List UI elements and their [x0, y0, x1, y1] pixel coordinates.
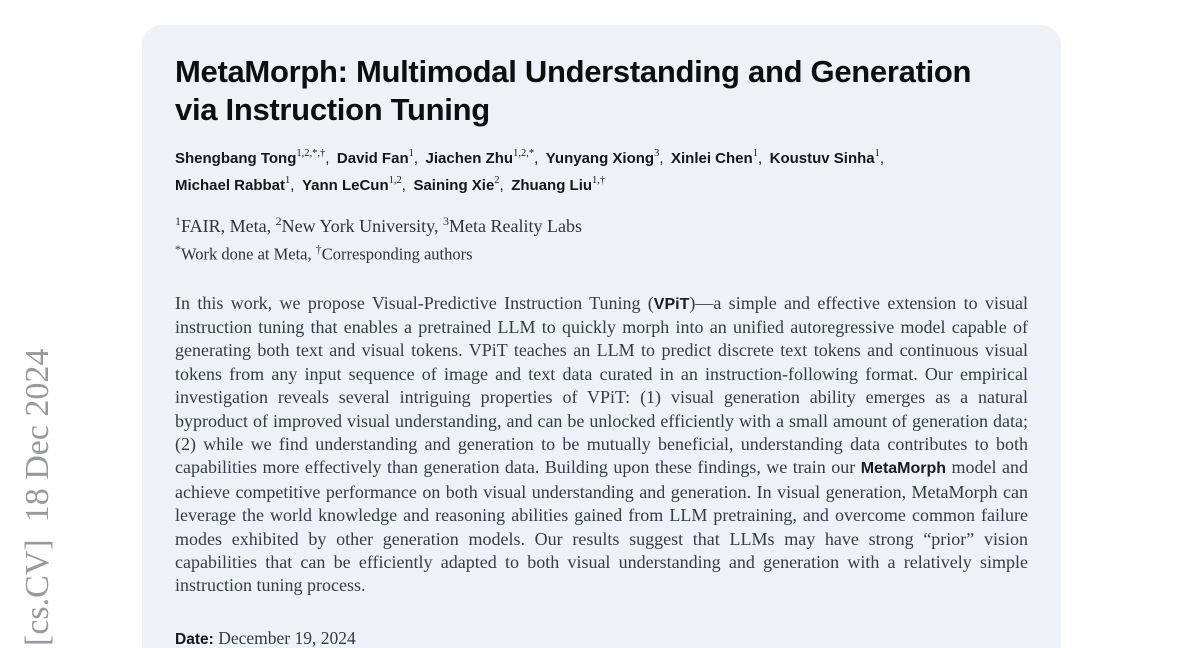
text-run: FAIR, Meta,: [181, 216, 276, 236]
paper-abstract-card: [142, 25, 1061, 648]
text-run: ,: [325, 150, 337, 167]
paper-title: MetaMorph: Multimodal Understanding and Generation via Instruction Tuning: [175, 54, 972, 127]
bold-text: Zhuang Liu: [511, 177, 593, 194]
text-run: )—a simple and effective extension to visual instruction tuning that enables a pretrained LLM to quickly morph into an unified autoregressive model capable of generating both text and visual tokens. VPiT teaches an LLM to predict discrete text tokens and continuous visual tokens from any input sequence of image and text data curated in an instruction-following format. Our empirical investigation reveals several intriguing properties of VPiT: (1) visual generation ability emerges as a natural byproduct of improved visual understanding, and can be unlocked efficiently with a small amount of generation data; (2) while we find understanding and generation to be mutually beneficial, understanding data contributes to both capabilities more effectively than generation data. Building upon these findings, we train our: [175, 292, 1028, 478]
bold-text: Saining Xie: [413, 177, 495, 194]
bold-text: Xinlei Chen: [671, 150, 753, 167]
superscript: 1: [752, 148, 758, 159]
superscript: *: [175, 242, 181, 256]
superscript: 1: [285, 175, 291, 186]
text-run: In this work, we propose Visual-Predictive Instruction Tuning (: [175, 292, 654, 313]
arxiv-sidebar-stamp: [cs.CV] 18 Dec 2024: [19, 348, 56, 646]
bold-text: VPiT: [653, 295, 690, 313]
text-run: Meta Reality Labs: [449, 216, 582, 236]
superscript: 1,†: [592, 175, 606, 186]
superscript: 3: [443, 214, 450, 228]
superscript: 3: [654, 148, 660, 159]
superscript: †: [315, 242, 322, 256]
author-list: [175, 143, 1028, 197]
bold-text: Koustuv Sinha: [769, 150, 875, 167]
date-value: [218, 628, 356, 648]
text-run: New York University,: [281, 216, 444, 236]
superscript: 1: [874, 148, 880, 159]
text-run: ,: [401, 177, 414, 194]
superscript: 2: [494, 175, 500, 186]
bold-text: David Fan: [336, 150, 409, 167]
superscript: 1: [175, 214, 181, 228]
superscript: 1: [408, 148, 414, 159]
bold-text: Shengbang Tong: [175, 150, 297, 167]
date-value-text: December 19, 2024: [218, 627, 356, 648]
bold-text: Yann LeCun: [301, 177, 389, 194]
date-label: Date:: [175, 630, 214, 648]
author-list-line-2: [175, 170, 1028, 197]
superscript: 2: [275, 214, 282, 228]
text-run: model and achieve competitive performance on both visual understanding and generation. In visual generation, MetaMorph can leverage the world knowledge and reasoning abilities gained from LLM pretraining, and overcome common failure modes exhibited by other generation models. Our results suggest that LLMs may have strong “prior” vision capabilities that can be efficiently adapted to both visual understanding and generation with a relatively simple instruction tuning process.: [175, 457, 1028, 596]
text-run: ,: [413, 150, 426, 167]
text-run: ,: [879, 150, 885, 167]
author-notes-line: [175, 238, 1028, 266]
abstract-paragraph: [175, 292, 1028, 598]
bold-text: Jiachen Zhu: [425, 150, 514, 167]
superscript: 1,2: [388, 175, 402, 186]
superscript: 1,2,*: [513, 148, 535, 159]
text-run: ,: [534, 150, 546, 167]
superscript: 1,2,*,†: [296, 148, 326, 159]
bold-text: Michael Rabbat: [175, 177, 286, 194]
author-list-line-1: [175, 143, 1028, 170]
affiliations-line: [175, 209, 1028, 238]
text-run: Corresponding authors: [321, 244, 473, 264]
text-run: Work done at Meta,: [181, 244, 316, 264]
dateline: [175, 628, 1028, 648]
bold-text: Yunyang Xiong: [545, 150, 655, 167]
text-run: ,: [757, 150, 770, 167]
text-run: ,: [659, 150, 671, 167]
text-run: ,: [499, 177, 512, 194]
text-run: ,: [290, 177, 302, 194]
bold-text: MetaMorph: [860, 460, 947, 478]
